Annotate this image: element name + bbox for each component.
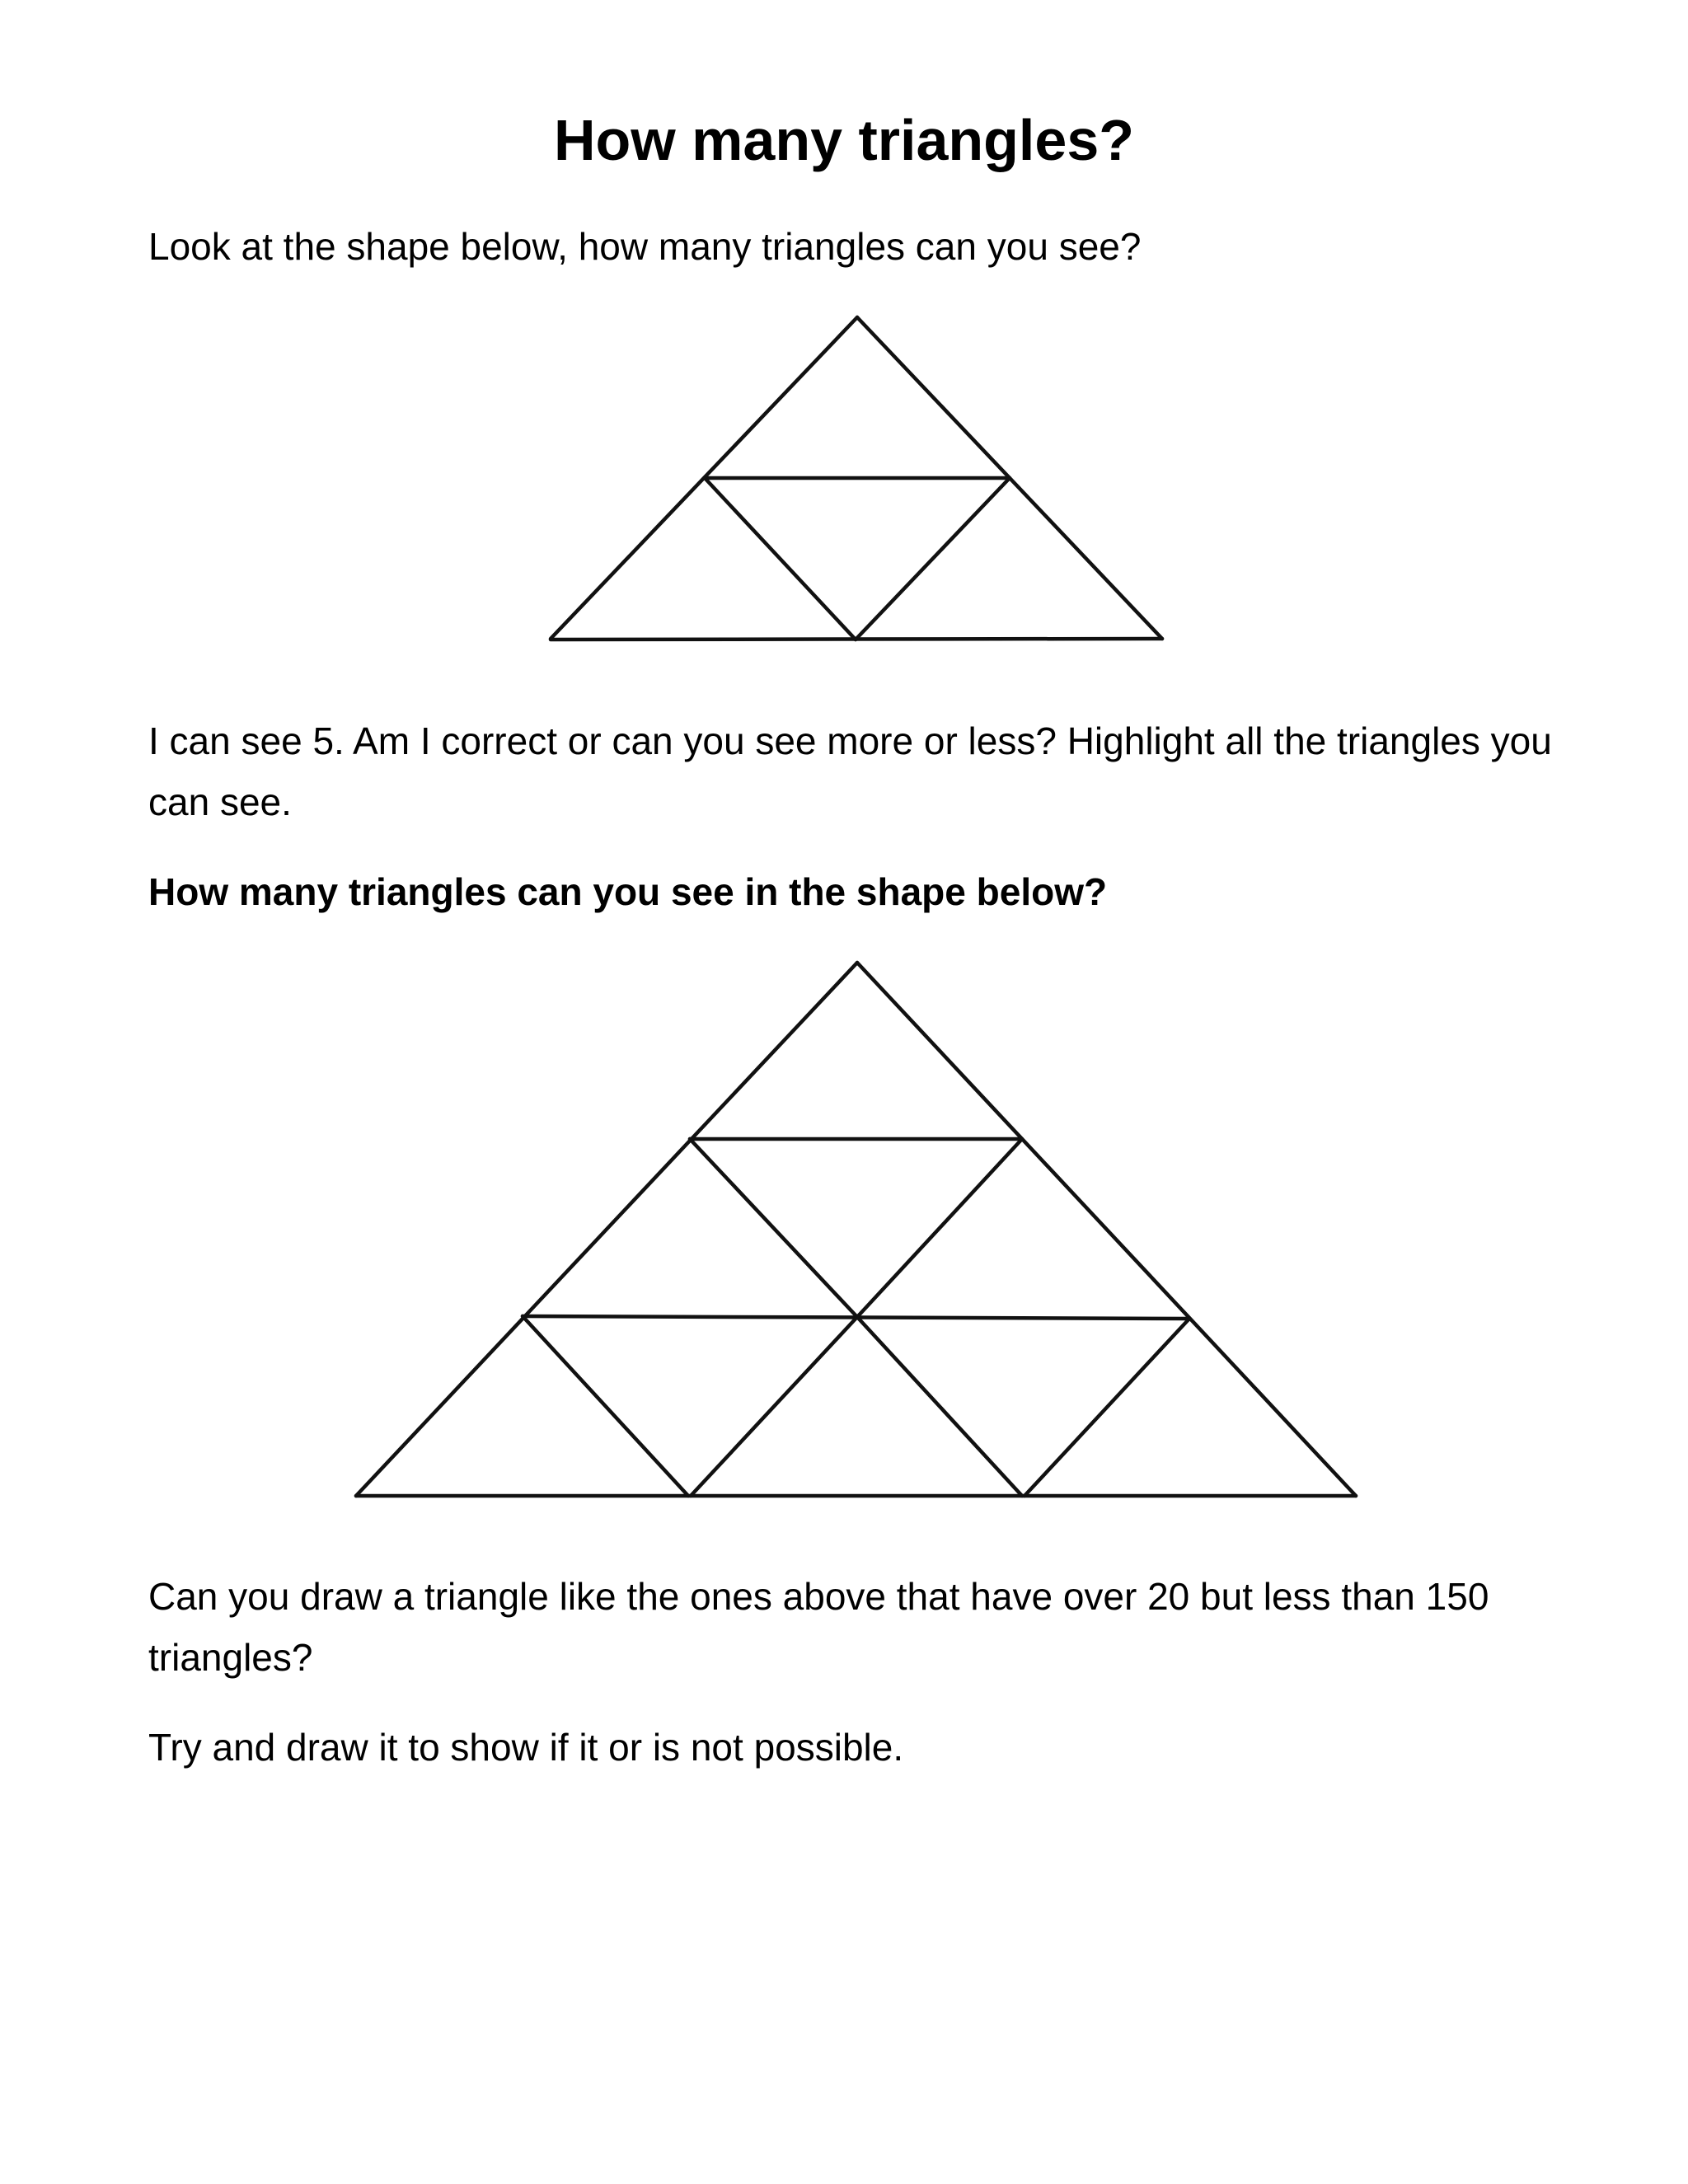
diag-down-lower-mid [857, 1317, 1022, 1496]
inner-edge-left [705, 478, 856, 640]
answer-prompt-text: I can see 5. Am I correct or can you see more or less? Highlight all the triangles you can see. [148, 719, 1552, 823]
page-title: How many triangles? [553, 108, 1135, 172]
outer-edge-left [551, 317, 857, 639]
question-two-text: How many triangles can you see in the shape below? [148, 870, 1108, 913]
diag-down-lower-left [523, 1316, 688, 1496]
outer-edge-right [857, 963, 1356, 1496]
outer-edge-left [356, 963, 857, 1496]
row-line-two [523, 1316, 1189, 1319]
diag-up-lower-mid [691, 1317, 857, 1496]
challenge-text: Can you draw a triangle like the ones above that have over 20 but less than 150 triangles? [148, 1575, 1489, 1679]
instruction-text: Try and draw it to show if it or is not possible. [148, 1726, 904, 1769]
outer-edge-right [857, 317, 1162, 639]
intro-text: Look at the shape below, how many triangles can you see? [148, 225, 1142, 268]
outer-edge-base [551, 639, 1162, 640]
inner-edge-right [856, 478, 1010, 640]
diag-up-lower-right [1025, 1319, 1189, 1496]
diag-down-upper [690, 1139, 857, 1317]
diag-up-upper [857, 1139, 1022, 1317]
